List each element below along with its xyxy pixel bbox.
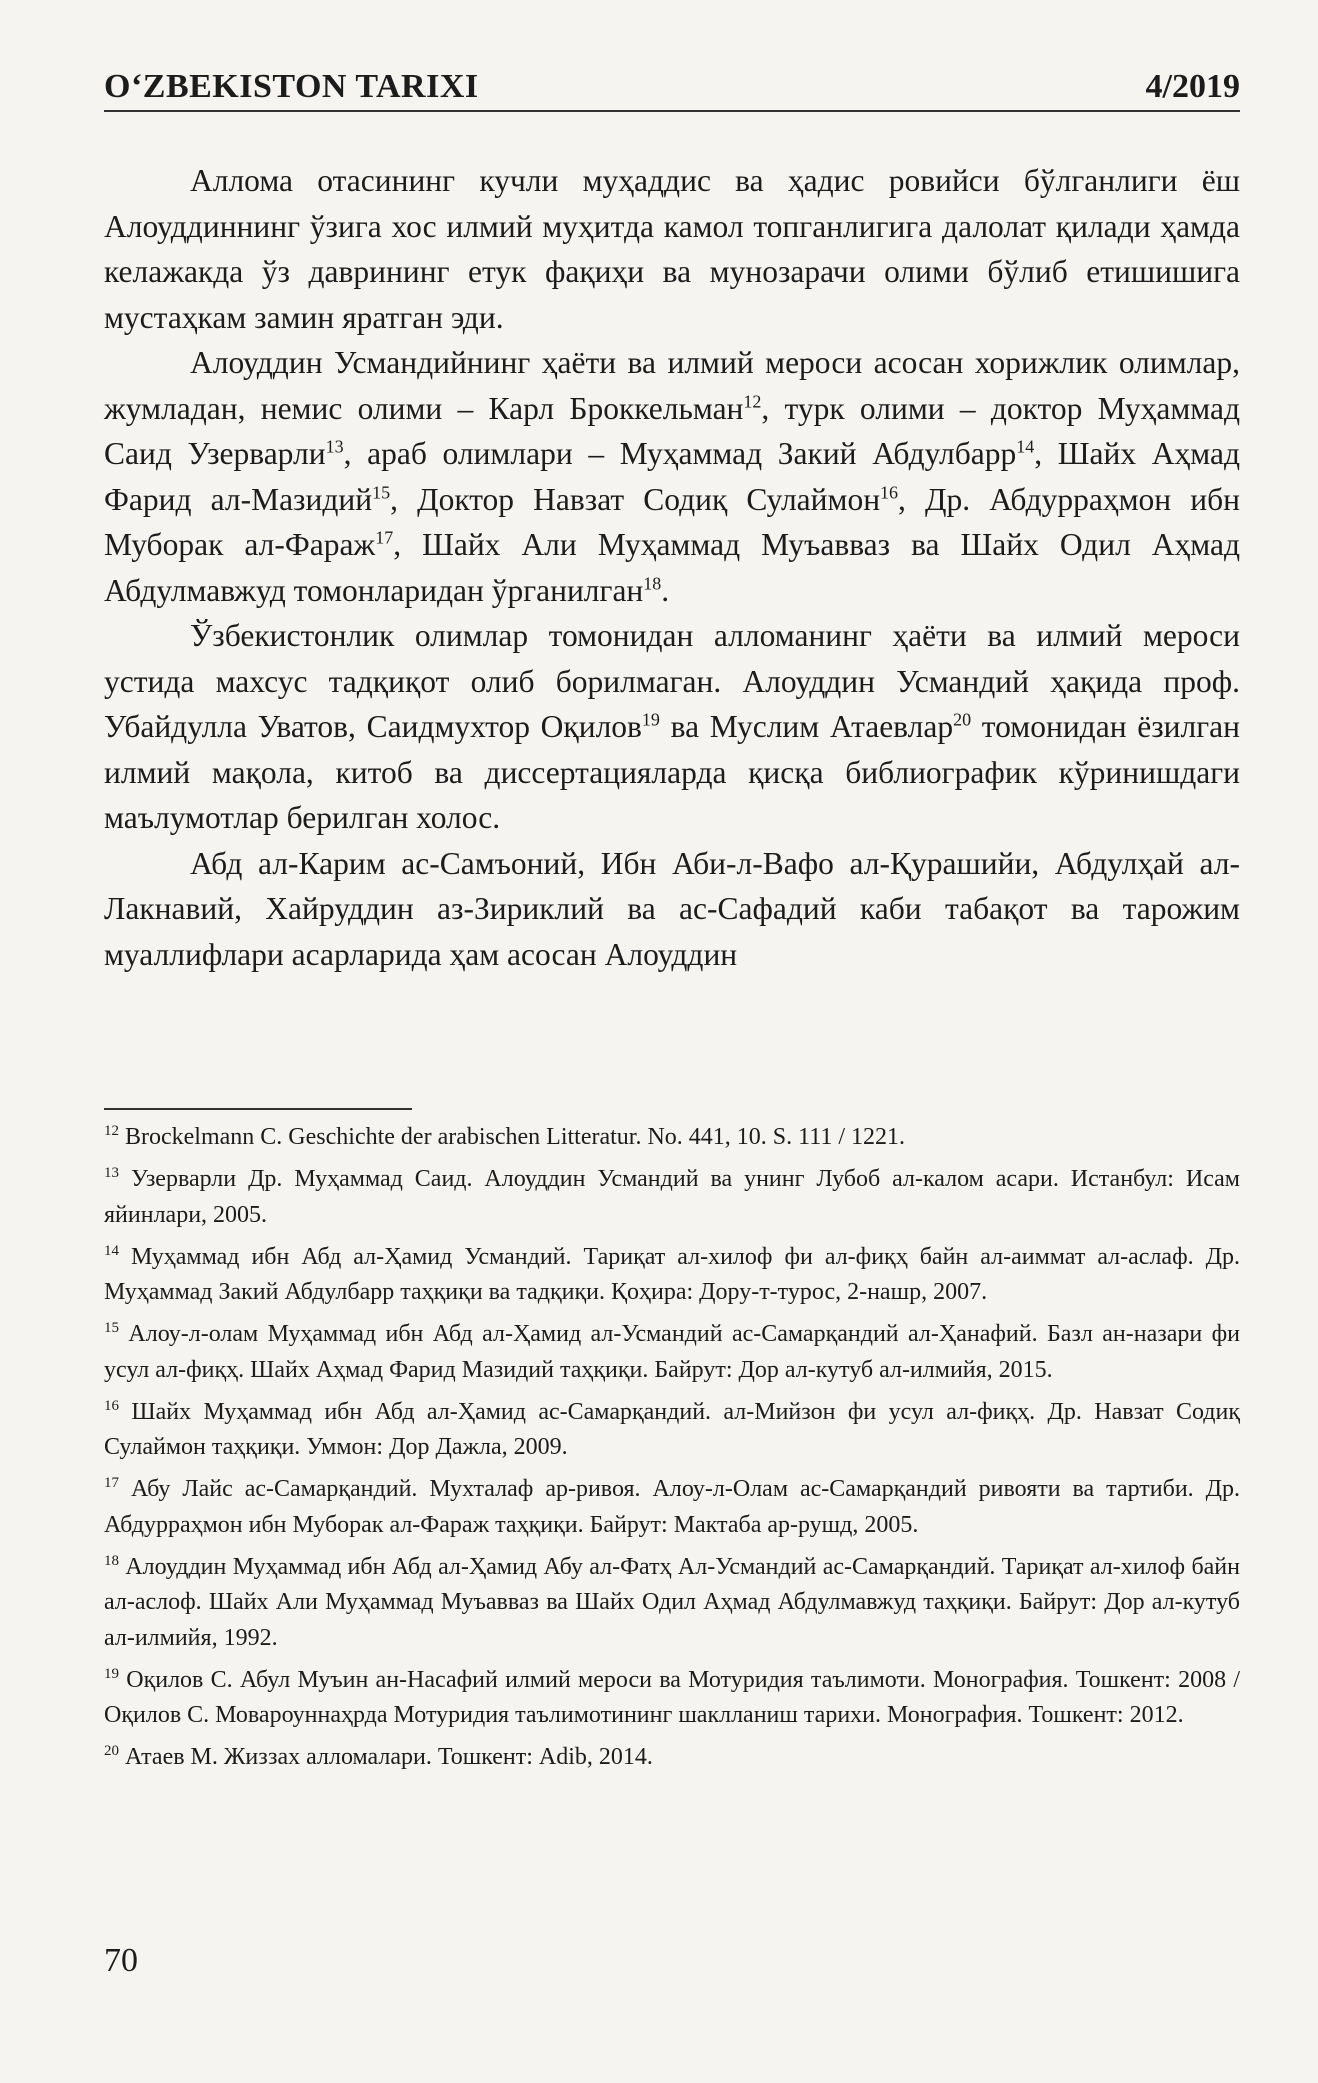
footnote-number: 15: [104, 1320, 119, 1336]
journal-title: O‘ZBEKISTON TARIXI: [104, 68, 479, 105]
paragraph-text: ва Муслим Атаевлар: [659, 709, 954, 744]
body-paragraph: [104, 340, 1240, 613]
body-paragraph: [104, 158, 1240, 340]
footnote-text: Муҳаммад ибн Абд ал-Ҳамид Усмандий. Тариқат ал-хилоф фи ал-фиқҳ байн ал-аиммат ал-аслаф. Др. Муҳаммад Закий Абдулбарр таҳқиқи ва тадқиқи. Қоҳира: Дору-т-турос, 2-нашр, 2007.: [104, 1243, 1240, 1305]
footnote: [104, 1317, 1240, 1388]
footnote-text: Алоу-л-олам Муҳаммад ибн Абд ал-Ҳамид ал-Усмандий ас-Самарқандий ал-Ҳанафий. Базл ан-назари фи усул ал-фиқҳ. Шайх Аҳмад Фарид Мазидий таҳқиқи. Байрут: Дор ал-кутуб ал-илмийя, 2015.: [104, 1321, 1240, 1383]
paragraph-text: , араб олимлари – Муҳаммад Закий Абдулбарр: [343, 436, 1017, 471]
paragraph-text: Абд ал-Карим ас-Самъоний, Ибн Аби-л-Вафо ал-Қурашийи, Абдулҳай ал-Лакнавий, Хайруддин аз-Зириклий ва ас-Сафадий каби табақот ва тарожим муаллифлари асарларида ҳам асосан Алоуддин: [104, 845, 1240, 972]
footnote-ref[interactable]: 13: [325, 436, 344, 457]
paragraph-text: томонидан ёзилган илмий мақола, китоб ва диссертацияларда қисқа библиографик кўринишдаги маълумотлар берилган холос.: [104, 709, 1240, 835]
footnote-text: Абу Лайс ас-Самарқандий. Мухталаф ар-ривоя. Алоу-л-Олам ас-Самарқандий ривояти ва тартиби. Др. Абдурраҳмон ибн Муборак ал-Фараж таҳқиқи. Байрут: Мактаба ар-рушд, 2005.: [104, 1476, 1240, 1538]
issue-number: 4/2019: [1145, 68, 1240, 105]
footnote: [104, 1663, 1240, 1734]
page-number: 70: [104, 1942, 138, 1979]
footnote-separator: [104, 1108, 412, 1110]
footnote-ref[interactable]: 12: [743, 391, 762, 411]
footnote: [104, 1395, 1240, 1466]
footnote-ref[interactable]: 16: [880, 482, 899, 502]
paragraph-text: , Шайх Али Муҳаммад Муъавваз ва Шайх Одил Аҳмад Абдулмавжуд томонларидан ўрганилган: [104, 527, 1241, 608]
paragraph-text: , Шайх Аҳмад Фарид ал-Мазидий: [104, 436, 1240, 517]
footnote-ref[interactable]: 17: [375, 527, 394, 548]
footnote-number: 20: [104, 1743, 119, 1759]
paragraph-text: Аллома отасининг кучли муҳаддис ва ҳадис ровийси бўлганлиги ёш Алоуддиннинг ўзига хос илмий муҳитда камол топганлигига далолат қилади ҳамда келажакда ўз даврининг етук фақиҳи ва мунозарачи олими бўлиб етишишига мустаҳкам замин яратган эди.: [104, 163, 1240, 335]
paragraph-text: , турк олими – доктор Муҳаммад Саид Узерварли: [104, 390, 1240, 471]
paragraph-text: , Доктор Навзат Содиқ Сулаймон: [390, 481, 881, 517]
footnote: [104, 1240, 1240, 1311]
footnote-number: 16: [104, 1397, 119, 1414]
paragraph-text: Ўзбекистонлик олимлар томонидан алломанинг ҳаёти ва илмий мероси устида махсус тадқиқот олиб борилмаган. Алоуддин Усмандий ҳақида проф. Убайдулла Уватов, Саидмухтор Оқилов: [104, 618, 1240, 744]
main-text: [104, 158, 1240, 977]
body-paragraph: [104, 841, 1240, 978]
footnote-text: Узерварли Др. Муҳаммад Саид. Алоуддин Усмандий ва унинг Лубоб ал-калом асари. Истанбул: Исам яйинлари, 2005.: [104, 1166, 1240, 1228]
running-header: [104, 66, 1240, 112]
footnote-number: 14: [104, 1242, 119, 1259]
footnote-number: 19: [104, 1665, 119, 1682]
footnote-number: 13: [104, 1165, 119, 1181]
footnote-number: 12: [104, 1123, 119, 1139]
paragraph-text: .: [661, 572, 670, 608]
footnote-text: Алоуддин Муҳаммад ибн Абд ал-Ҳамид Абу ал-Фатҳ Ал-Усмандий ас-Самарқандий. Тариқат ал-хилоф байн ал-аслоф. Шайх Али Муҳаммад Муъавваз ва Шайх Одил Аҳмад Абдулмавжуд таҳқиқи. Байрут: Дор ал-кутуб ал-илмийя, 1992.: [104, 1553, 1240, 1651]
footnote-text: Оқилов С. Абул Муъин ан-Насафий илмий мероси ва Мотуридия таълимоти. Монография. Тошкент: 2008 / Оқилов С. Мовароуннаҳрда Мотуридия таълимотининг шаклланиш тарихи. Монография. Тошкент: 2012.: [104, 1666, 1240, 1728]
footnote-number: 18: [104, 1552, 119, 1569]
footnote: [104, 1162, 1240, 1233]
footnote: [104, 1740, 1240, 1776]
paragraph-text: , Др. Абдурраҳмон ибн Муборак ал-Фараж: [104, 481, 1240, 562]
footnote: [104, 1472, 1240, 1543]
footnote-text: Brockelmann C. Geschichte der arabischen Litteratur. No. 441, 10. S. 111 / 1221.: [119, 1124, 906, 1150]
body-paragraph: [104, 613, 1240, 841]
footnotes: [104, 1120, 1240, 1782]
paragraph-text: Алоуддин Усмандийнинг ҳаёти ва илмий мероси асосан хорижлик олимлар, жумладан, немис олими – Карл Броккельман: [104, 345, 1240, 426]
footnote-number: 17: [104, 1475, 119, 1491]
footnote-ref[interactable]: 15: [372, 482, 391, 502]
footnote-ref[interactable]: 19: [641, 709, 660, 730]
footnote: [104, 1550, 1240, 1657]
footnote: [104, 1120, 1240, 1156]
footnote-ref[interactable]: 14: [1016, 436, 1035, 457]
footnote-text: Атаев М. Жиззах алломалари. Тошкент: Adib, 2014.: [119, 1744, 653, 1770]
footnote-ref[interactable]: 20: [953, 709, 972, 730]
footnote-text: Шайх Муҳаммад ибн Абд ал-Ҳамид ас-Самарқандий. ал-Мийзон фи усул ал-фиқҳ. Др. Навзат Содиқ Сулаймон таҳқиқи. Уммон: Дор Дажла, 2009.: [104, 1398, 1240, 1460]
footnote-ref[interactable]: 18: [643, 573, 662, 593]
